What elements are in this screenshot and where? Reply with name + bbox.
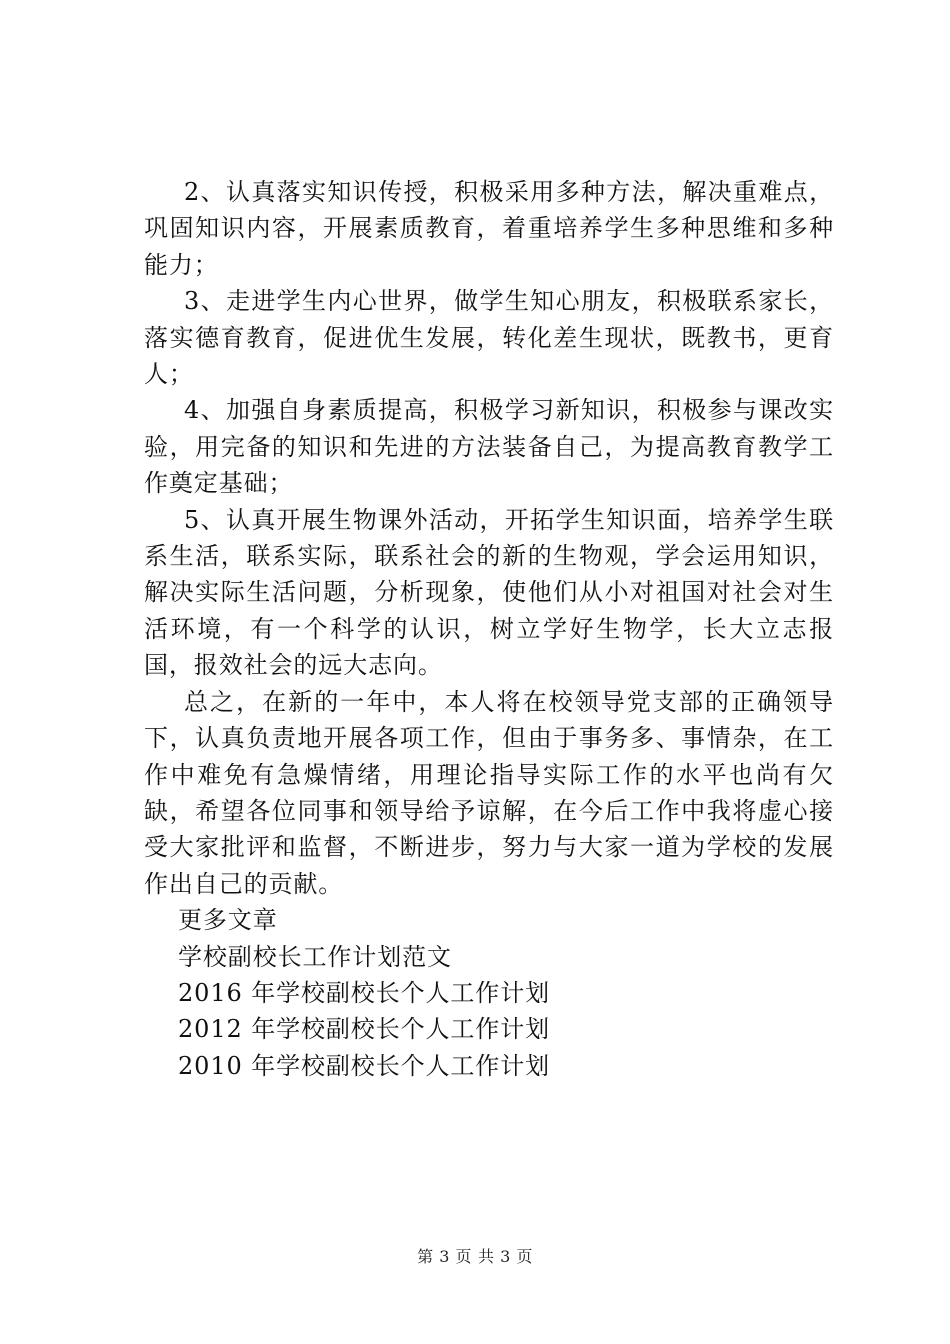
more-articles-list [144, 902, 834, 1084]
paragraph-conclusion: 总之，在新的一年中，本人将在校领导党支部的正确领导下，认真负责地开展各项工作，但由于事务多、事情杂，在工作中难免有急燥情绪，用理论指导实际工作的水平也尚有欠缺，希望各位同事和领导给予谅解，在今后工作中我将虚心接受大家批评和监督，不断进步，努力与大家一道为学校的发展作出自己的贡献。 [144, 687, 834, 898]
article-link[interactable]: 2010 年学校副校长个人工作计划 [178, 1051, 551, 1080]
document-body [144, 174, 834, 1084]
paragraph-item-3: 3、走进学生内心世界，做学生知心朋友，积极联系家长，落实德育教育，促进优生发展，转化差生现状，既教书，更育人； [144, 287, 834, 389]
article-link[interactable]: 2012 年学校副校长个人工作计划 [178, 1015, 551, 1044]
page-number-current: 第 3 页 [417, 1247, 472, 1266]
paragraph-item-5: 5、认真开展生物课外活动，开拓学生知识面，培养学生联系生活，联系实际，联系社会的新的生物观，学会运用知识，解决实际生活问题，分析现象，使他们从小对祖国对社会对生活环境，有一个科学的认识，树立学好生物学，长大立志报国，报效社会的远大志向。 [144, 505, 834, 680]
article-link[interactable]: 学校副校长工作计划范文 [178, 942, 452, 971]
article-link[interactable]: 2016 年学校副校长个人工作计划 [178, 978, 551, 1007]
more-articles-heading: 更多文章 [178, 906, 278, 935]
paragraph-item-4: 4、加强自身素质提高，积极学习新知识，积极参与课改实验，用完备的知识和先进的方法装备自己，为提高教育教学工作奠定基础； [144, 396, 834, 498]
page-footer [0, 1244, 950, 1267]
page-number-total: 共 3 页 [478, 1247, 533, 1266]
paragraph-item-2: 2、认真落实知识传授，积极采用多种方法，解决重难点，巩固知识内容，开展素质教育，着重培养学生多种思维和多种能力； [144, 178, 834, 279]
